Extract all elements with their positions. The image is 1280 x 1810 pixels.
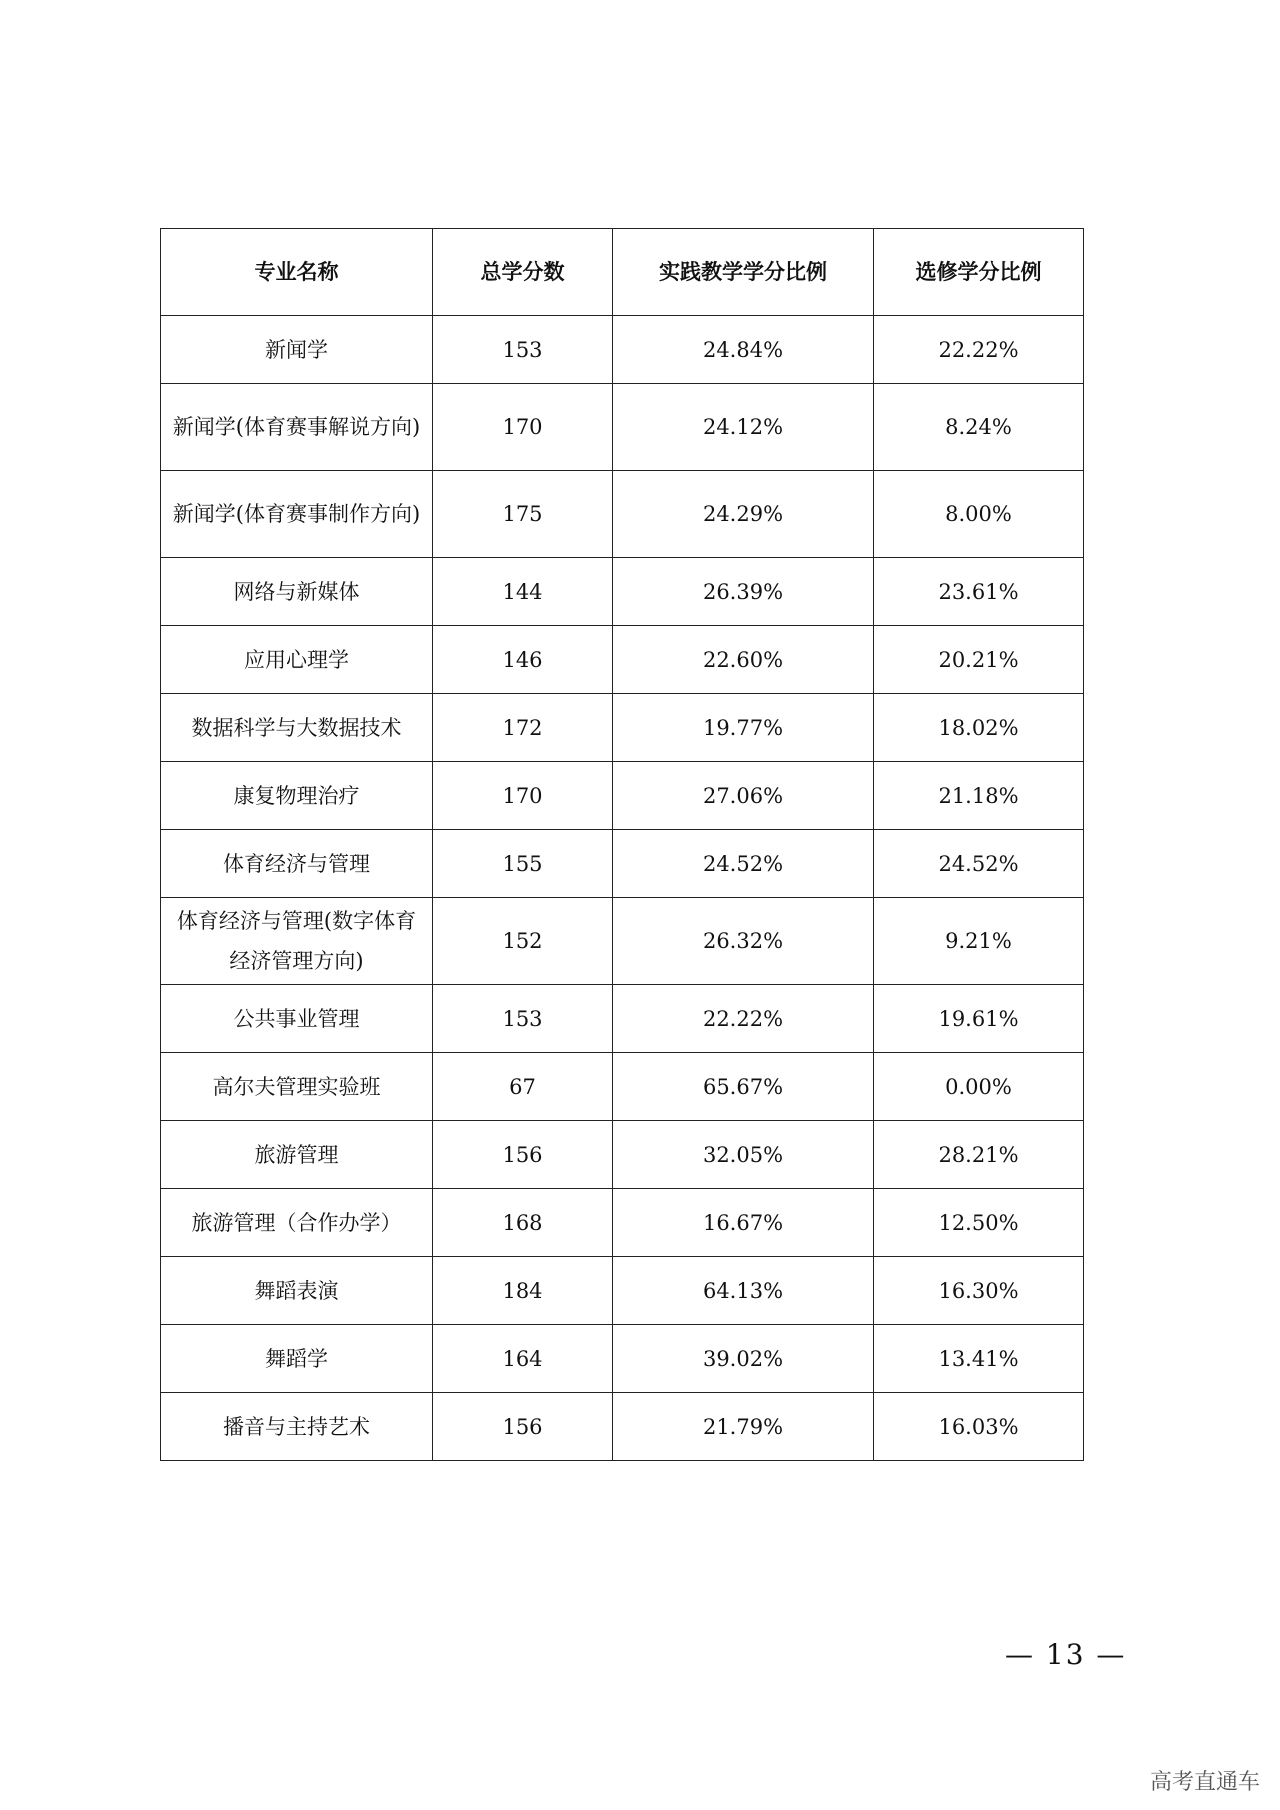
major-name: 舞蹈表演: [161, 1257, 433, 1325]
total-credits: 175: [433, 471, 613, 558]
practice-ratio: 24.12%: [613, 384, 874, 471]
major-name: 旅游管理（合作办学）: [161, 1189, 433, 1257]
total-credits: 153: [433, 985, 613, 1053]
table-row: [161, 830, 1084, 898]
elective-ratio: 19.61%: [874, 985, 1084, 1053]
major-name: 应用心理学: [161, 626, 433, 694]
major-name: 新闻学(体育赛事解说方向): [161, 384, 433, 471]
practice-ratio: 65.67%: [613, 1053, 874, 1121]
elective-ratio: 12.50%: [874, 1189, 1084, 1257]
practice-ratio: 16.67%: [613, 1189, 874, 1257]
elective-ratio: 16.30%: [874, 1257, 1084, 1325]
practice-ratio: 24.84%: [613, 316, 874, 384]
major-name: 舞蹈学: [161, 1325, 433, 1393]
total-credits: 152: [433, 898, 613, 985]
total-credits: 168: [433, 1189, 613, 1257]
practice-ratio: 27.06%: [613, 762, 874, 830]
practice-ratio: 24.29%: [613, 471, 874, 558]
major-name: 网络与新媒体: [161, 558, 433, 626]
elective-ratio: 21.18%: [874, 762, 1084, 830]
header-major-name: 专业名称: [161, 229, 433, 316]
table-row: [161, 384, 1084, 471]
header-elective-ratio: 选修学分比例: [874, 229, 1084, 316]
major-name: 康复物理治疗: [161, 762, 433, 830]
practice-ratio: 26.39%: [613, 558, 874, 626]
elective-ratio: 18.02%: [874, 694, 1084, 762]
elective-ratio: 20.21%: [874, 626, 1084, 694]
total-credits: 67: [433, 1053, 613, 1121]
header-practice-ratio: 实践教学学分比例: [613, 229, 874, 316]
practice-ratio: 19.77%: [613, 694, 874, 762]
major-name: 体育经济与管理(数字体育经济管理方向): [161, 898, 433, 985]
total-credits: 184: [433, 1257, 613, 1325]
practice-ratio: 64.13%: [613, 1257, 874, 1325]
table-row: [161, 762, 1084, 830]
practice-ratio: 39.02%: [613, 1325, 874, 1393]
table-row: [161, 626, 1084, 694]
table-row: [161, 694, 1084, 762]
total-credits: 155: [433, 830, 613, 898]
elective-ratio: 24.52%: [874, 830, 1084, 898]
table-row: [161, 558, 1084, 626]
elective-ratio: 13.41%: [874, 1325, 1084, 1393]
total-credits: 146: [433, 626, 613, 694]
major-name: 新闻学: [161, 316, 433, 384]
table-row: [161, 1257, 1084, 1325]
practice-ratio: 26.32%: [613, 898, 874, 985]
elective-ratio: 22.22%: [874, 316, 1084, 384]
major-name: 高尔夫管理实验班: [161, 1053, 433, 1121]
total-credits: 144: [433, 558, 613, 626]
total-credits: 172: [433, 694, 613, 762]
elective-ratio: 8.00%: [874, 471, 1084, 558]
elective-ratio: 16.03%: [874, 1393, 1084, 1461]
page-number: — 13 —: [1005, 1638, 1127, 1671]
table-row: [161, 1393, 1084, 1461]
elective-ratio: 23.61%: [874, 558, 1084, 626]
elective-ratio: 28.21%: [874, 1121, 1084, 1189]
total-credits: 153: [433, 316, 613, 384]
watermark: 高考直通车: [1149, 1770, 1260, 1795]
table-row: [161, 1325, 1084, 1393]
elective-ratio: 9.21%: [874, 898, 1084, 985]
total-credits: 170: [433, 762, 613, 830]
table-header-row: [161, 229, 1084, 316]
practice-ratio: 22.22%: [613, 985, 874, 1053]
practice-ratio: 24.52%: [613, 830, 874, 898]
practice-ratio: 21.79%: [613, 1393, 874, 1461]
major-name: 旅游管理: [161, 1121, 433, 1189]
major-name: 数据科学与大数据技术: [161, 694, 433, 762]
total-credits: 170: [433, 384, 613, 471]
header-total-credits: 总学分数: [433, 229, 613, 316]
total-credits: 156: [433, 1121, 613, 1189]
total-credits: 156: [433, 1393, 613, 1461]
practice-ratio: 32.05%: [613, 1121, 874, 1189]
major-name: 体育经济与管理: [161, 830, 433, 898]
total-credits: 164: [433, 1325, 613, 1393]
table-row: [161, 471, 1084, 558]
table-row: [161, 1121, 1084, 1189]
table-row: [161, 898, 1084, 985]
table-row: [161, 1053, 1084, 1121]
major-name: 新闻学(体育赛事制作方向): [161, 471, 433, 558]
table-row: [161, 985, 1084, 1053]
elective-ratio: 0.00%: [874, 1053, 1084, 1121]
practice-ratio: 22.60%: [613, 626, 874, 694]
table-row: [161, 316, 1084, 384]
credits-table: [160, 228, 1084, 1461]
table-row: [161, 1189, 1084, 1257]
major-name: 播音与主持艺术: [161, 1393, 433, 1461]
major-name: 公共事业管理: [161, 985, 433, 1053]
elective-ratio: 8.24%: [874, 384, 1084, 471]
